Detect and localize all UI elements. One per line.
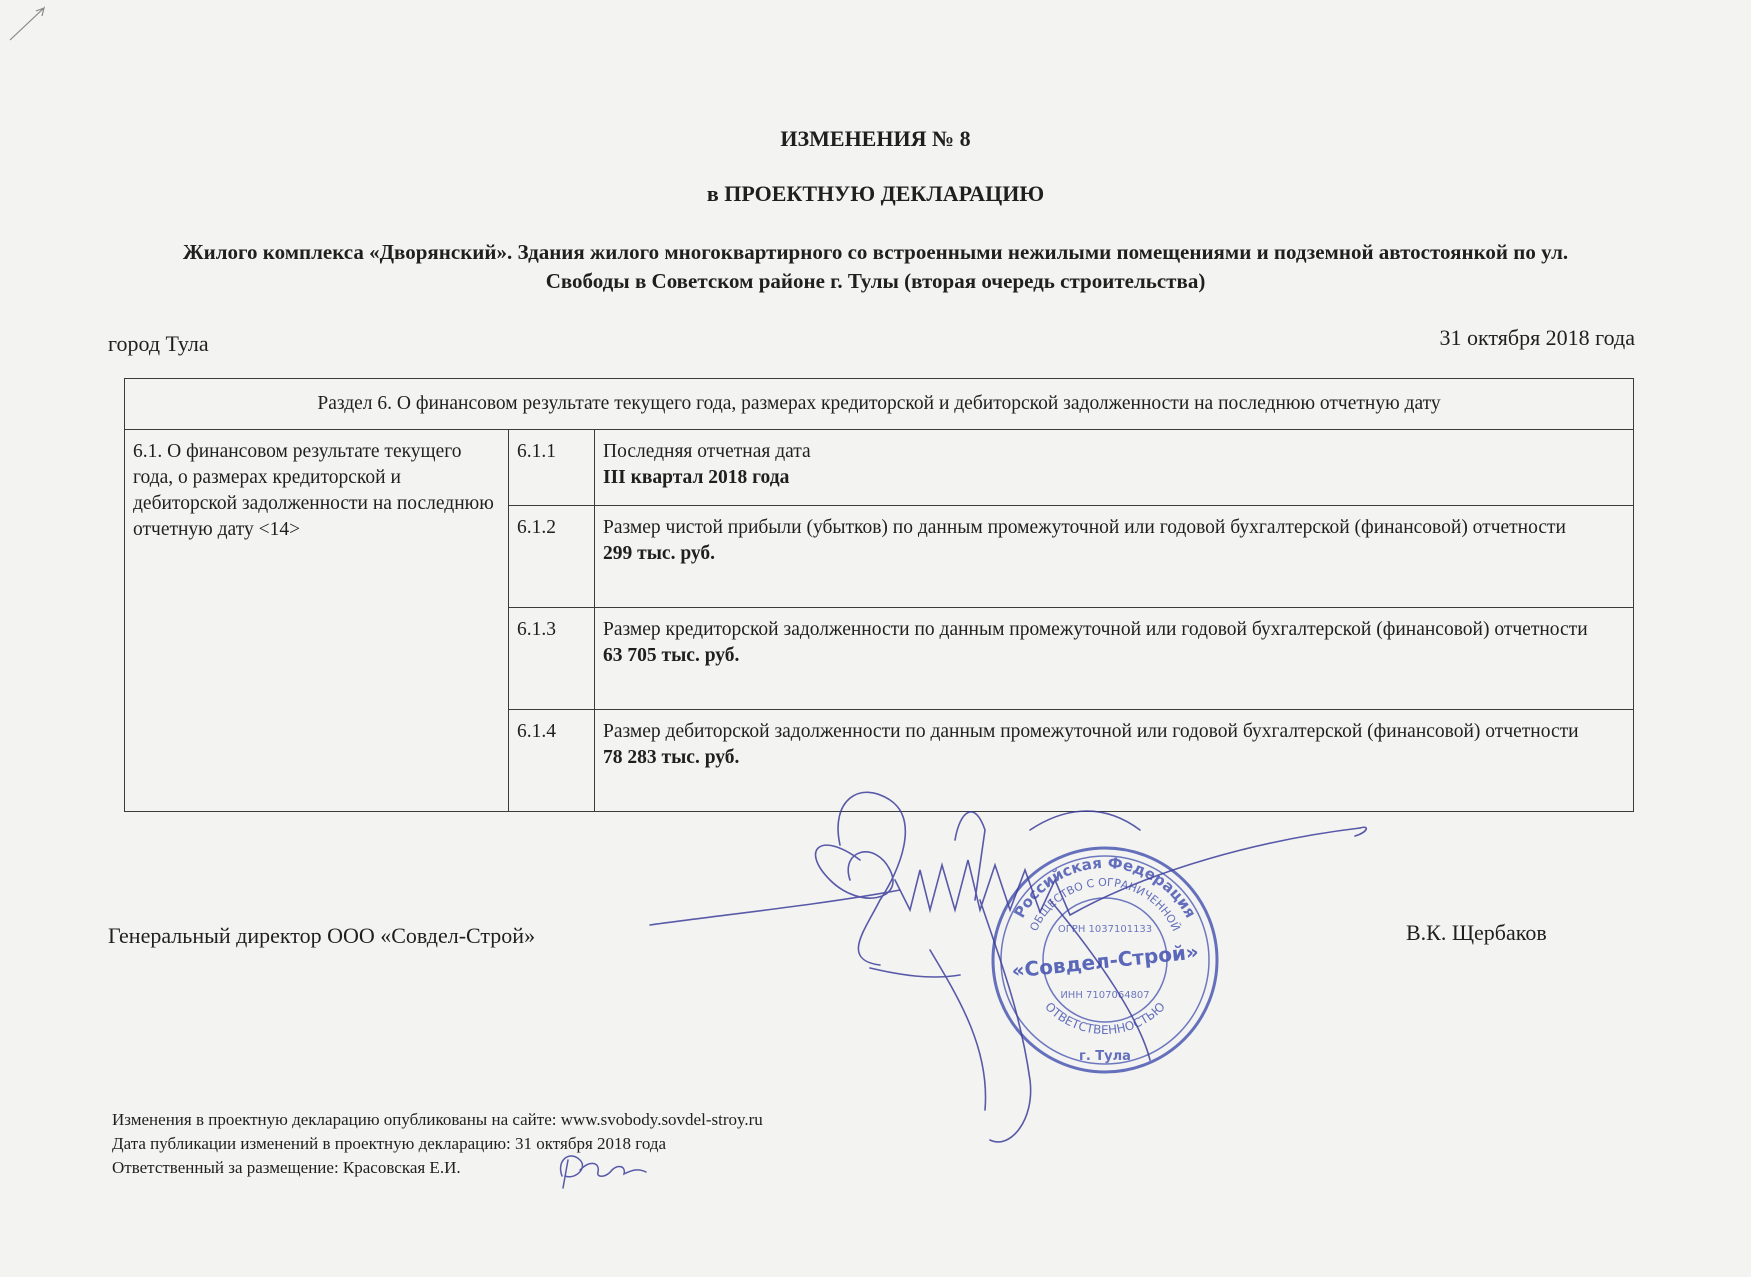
footer-responsible-line: Ответственный за размещение: Красовская Е.И. [112, 1158, 461, 1177]
footer-site-line: Изменения в проектную декларацию опубликованы на сайте: www.svobody.sovdel-stroy.ru [112, 1110, 763, 1129]
group-label: 6.1. О финансовом результате текущего года, о размерах кредиторской и дебиторской задолженности на последнюю отчетную дату <14> [125, 430, 509, 812]
stamp-org: «Совдел-Строй» [1010, 939, 1200, 983]
document-date: 31 октября 2018 года [1439, 325, 1635, 350]
document-title: ИЗМЕНЕНИЯ № 8 [780, 126, 971, 151]
row-content [595, 430, 1634, 506]
row-value: 78 283 тыс. руб. [603, 747, 740, 768]
row-content [595, 608, 1634, 710]
stamp-city: г. Тула [1079, 1049, 1131, 1064]
row-label: Последняя отчетная дата [603, 441, 811, 462]
row-value: 299 тыс. руб. [603, 543, 716, 564]
row-label: Размер дебиторской задолженности по данным промежуточной или годовой бухгалтерской (финансовой) отчетности [603, 721, 1579, 742]
stamp-ring-bottom: ОТВЕТСТВЕННОСТЬЮ [1042, 999, 1168, 1038]
document-subtitle: Жилого комплекса «Дворянский». Здания жилого многоквартирного со встроенными нежилыми помещениями и подземной автостоянкой по ул. Свободы в Советском районе г. Тулы (вторая очередь строительства) [182, 240, 1569, 293]
scan-corner-mark [8, 2, 58, 42]
document-title-line2: в ПРОЕКТНУЮ ДЕКЛАРАЦИЮ [706, 181, 1045, 206]
row-content [595, 710, 1634, 812]
table-section-row [125, 379, 1634, 430]
row-label: Размер кредиторской задолженности по данным промежуточной или годовой бухгалтерской (финансовой) отчетности [603, 619, 1588, 640]
stamp-ring-top: Российская Федерация [1010, 853, 1200, 922]
signer-name: В.К. Щербаков [1406, 920, 1547, 945]
company-stamp [985, 840, 1225, 1080]
document-city: город Тула [108, 331, 209, 356]
row-code: 6.1.2 [509, 506, 595, 608]
stamp-ogrn: ОГРН 1037101133 [1057, 924, 1153, 935]
declaration-table [124, 378, 1634, 812]
table-row [125, 430, 1634, 506]
row-code: 6.1.4 [509, 710, 595, 812]
row-value: 63 705 тыс. руб. [603, 645, 740, 666]
section-header: Раздел 6. О финансовом результате текущего года, размерах кредиторской и дебиторской задолженности на последнюю отчетную дату [125, 379, 1634, 430]
row-content [595, 506, 1634, 608]
footer-date-line: Дата публикации изменений в проектную декларацию: 31 октября 2018 года [112, 1134, 667, 1153]
publication-footer [112, 1108, 763, 1180]
stamp-ring-mid: ОБЩЕСТВО С ОГРАНИЧЕННОЙ [1027, 875, 1183, 934]
signer-position: Генеральный директор ООО «Совдел-Строй» [108, 923, 536, 948]
row-label: Размер чистой прибыли (убытков) по данным промежуточной или годовой бухгалтерской (финансовой) отчетности [603, 517, 1566, 538]
row-value: III квартал 2018 года [603, 467, 790, 488]
row-code: 6.1.3 [509, 608, 595, 710]
stamp-inn: ИНН 7107064807 [1060, 990, 1150, 1001]
row-code: 6.1.1 [509, 430, 595, 506]
